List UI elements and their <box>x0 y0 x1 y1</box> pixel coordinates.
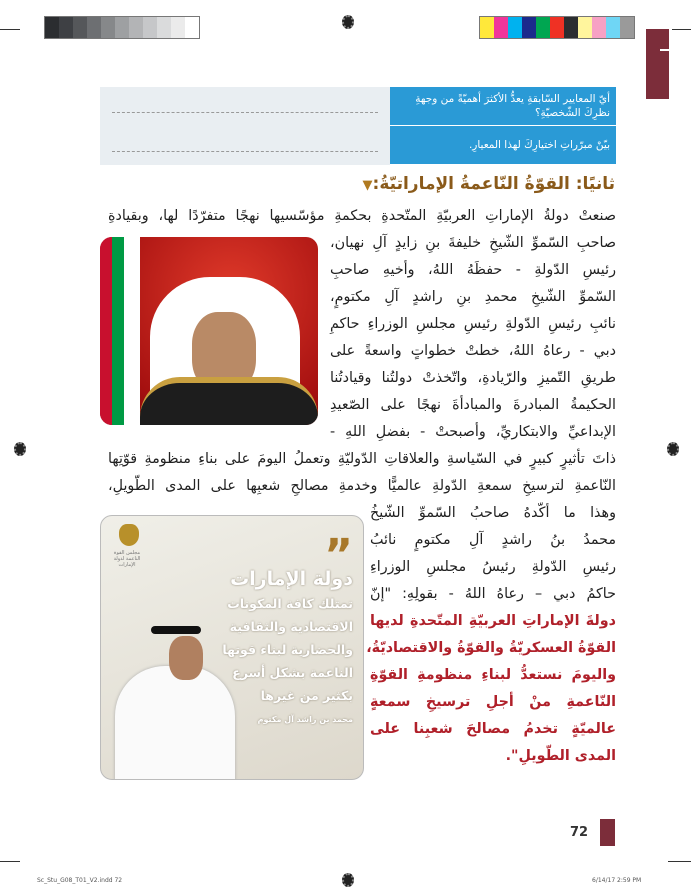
registration-mark-icon <box>667 442 679 456</box>
color-swatch <box>171 17 185 38</box>
body-line: الحكيمةُ المبادرةَ والمبادأةَ نهجًا على الصّعيدِ <box>330 397 616 413</box>
poster-line: تمتلك كافة المكونات <box>227 596 353 611</box>
color-swatch <box>59 17 73 38</box>
table-row <box>100 87 616 126</box>
color-swatch <box>87 17 101 38</box>
logo-text: مجلس القوة الناعمة لدولة الإمارات <box>113 550 141 568</box>
body-line: صاحبِ السّموِّ الشّيخِ خليفةَ بنِ زايدٍ آلِ نهيان، <box>330 235 616 251</box>
question-table <box>100 87 616 165</box>
registration-mark-icon <box>14 442 26 456</box>
question-cell: بيّنْ مبرّراتِ اختيارِكَ لهذا المعيارِ. <box>390 126 616 165</box>
crop-mark <box>672 29 691 30</box>
poster-signature: محمد بن راشد آل مكتوم <box>257 715 353 724</box>
registration-mark-icon <box>342 873 354 887</box>
color-swatch <box>480 17 494 38</box>
body-line: الإبداعيِّ والابتكاريِّ، وأصبحتْ - بفضلِ اللهِ - <box>330 424 616 440</box>
crop-mark <box>0 29 20 30</box>
color-swatch <box>157 17 171 38</box>
quote-line: دولةَ الإماراتِ العربيّةِ المتّحدةِ لديها <box>370 613 616 629</box>
grayscale-color-bar <box>44 16 200 39</box>
poster-line: والحضارية لبناء قوتها <box>222 642 353 657</box>
quote-line: عالميّةٍ تخدمُ مصالحَ شعبِنا على <box>370 721 616 737</box>
color-swatch <box>45 17 59 38</box>
quote-poster <box>100 515 364 780</box>
color-swatch <box>101 17 115 38</box>
footer-filename: Sc_Stu_G08_T01_V2.indd 72 <box>37 877 123 884</box>
quote-line: النّاعمةِ منْ أجلِ ترسيخِ سمعةٍ <box>370 694 616 710</box>
page-number-bar <box>600 819 615 846</box>
body-line: حاكمُ دبي – رعاهُ اللهُ - بقولِهِ: "إنّ <box>370 586 616 602</box>
answer-field[interactable] <box>100 87 390 126</box>
color-swatch <box>578 17 592 38</box>
color-swatch <box>564 17 578 38</box>
body-line: وهذا ما أكّدهُ صاحبُ السّموِّ الشّيخُ <box>370 505 616 521</box>
quote-line: واليومَ نستعدُّ لبناءِ منظومةِ القوّةِ <box>370 667 616 683</box>
color-swatch <box>73 17 87 38</box>
body-line: محمدُ بنُ راشدٍ آلِ مكتومٍ نائبُ <box>370 532 616 548</box>
poster-line: بكثير من غيرها <box>260 688 353 703</box>
table-row <box>100 126 616 165</box>
crop-mark <box>0 861 20 862</box>
body-line: نائبِ رئيسِ الدّولةِ رئيسِ مجلسِ الوزراءِ حاكمِ <box>330 316 616 332</box>
color-swatch <box>536 17 550 38</box>
portrait-face <box>169 636 203 680</box>
portrait-robe <box>140 377 318 425</box>
body-line: النّاعمةِ لترسيخِ سمعةِ الدّولةِ عالميًّا وخدمةِ مصالحِ شعبِها على المدى الطّويلِ، <box>108 478 616 494</box>
body-line: رئيسِ الدّولةِ - حفظَهُ اللهُ، وأخيهِ صاحبِ <box>330 262 616 278</box>
quote-mark-icon: ” <box>324 530 353 581</box>
body-line: السّموِّ الشّيخِ محمدِ بنِ راشدٍ آلِ مكتومٍ، <box>330 289 616 305</box>
quote-line: المدى الطّويلِ". <box>505 748 616 764</box>
photo-sheikh-khalifa <box>100 237 318 425</box>
portrait-figure <box>115 666 235 780</box>
color-swatch <box>494 17 508 38</box>
answer-field[interactable] <box>100 126 390 165</box>
quote-line: القوّةُ العسكريّةُ والقوّةُ والاقتصاديّةُ، <box>366 640 616 656</box>
crop-mark <box>668 861 691 862</box>
color-swatch <box>508 17 522 38</box>
color-swatch <box>620 17 634 38</box>
page-number: 72 <box>570 825 589 840</box>
question-cell: أيّ المعايير السّابقةِ يعدُّ الأكثرَ أهميّةً من وجهةِ نظرِكَ الشّخصيّةِ؟ <box>390 87 616 126</box>
poster-line: الاقتصادية والثقافية <box>229 619 353 634</box>
body-line: ذاتَ تأثيرٍ كبيرٍ في السّياسةِ والعلاقاتِ الدّوليّةِ وتعملُ اليومَ على بناءِ منظومةِ قوّتِها <box>108 451 616 467</box>
color-swatch <box>129 17 143 38</box>
body-line: دبي - رعاهُ اللهُ، خطتْ خطواتٍ واسعةً على <box>330 343 616 359</box>
registration-mark-icon <box>342 15 354 29</box>
poster-title: دولة الإمارات <box>230 568 353 590</box>
body-line: صنعتْ دولةُ الإماراتِ العربيّةِ المتّحدةِ بحكمةِ مؤسّسيها نهجًا متفرّدًا لها، وبقيادةِ <box>108 208 616 224</box>
color-swatch <box>143 17 157 38</box>
footer-date: 6/14/17 2:59 PM <box>592 877 642 884</box>
heading-text: ثانيًا: القوّةُ النّاعمةُ الإماراتيّةُ: <box>372 174 615 194</box>
chapter-tab <box>646 29 669 99</box>
color-swatch <box>550 17 564 38</box>
poster-line: الناعمة بشكل أسرع <box>232 665 353 680</box>
body-line: طريقِ التّميزِ والرّيادةِ، واتّخذتْ دولتُنا وقيادتُنا <box>330 370 616 386</box>
uae-flag <box>100 237 140 425</box>
color-swatch <box>115 17 129 38</box>
uae-emblem-logo <box>119 524 139 546</box>
color-swatch <box>185 17 199 38</box>
color-swatch <box>592 17 606 38</box>
process-color-bar <box>479 16 635 39</box>
color-swatch <box>606 17 620 38</box>
body-line: رئيسِ الدّولةِ رئيسُ مجلسِ الوزراءِ <box>370 559 616 575</box>
section-heading <box>363 174 615 194</box>
portrait-headband <box>151 626 201 634</box>
triangle-down-icon: ▼ <box>362 178 373 193</box>
color-swatch <box>522 17 536 38</box>
